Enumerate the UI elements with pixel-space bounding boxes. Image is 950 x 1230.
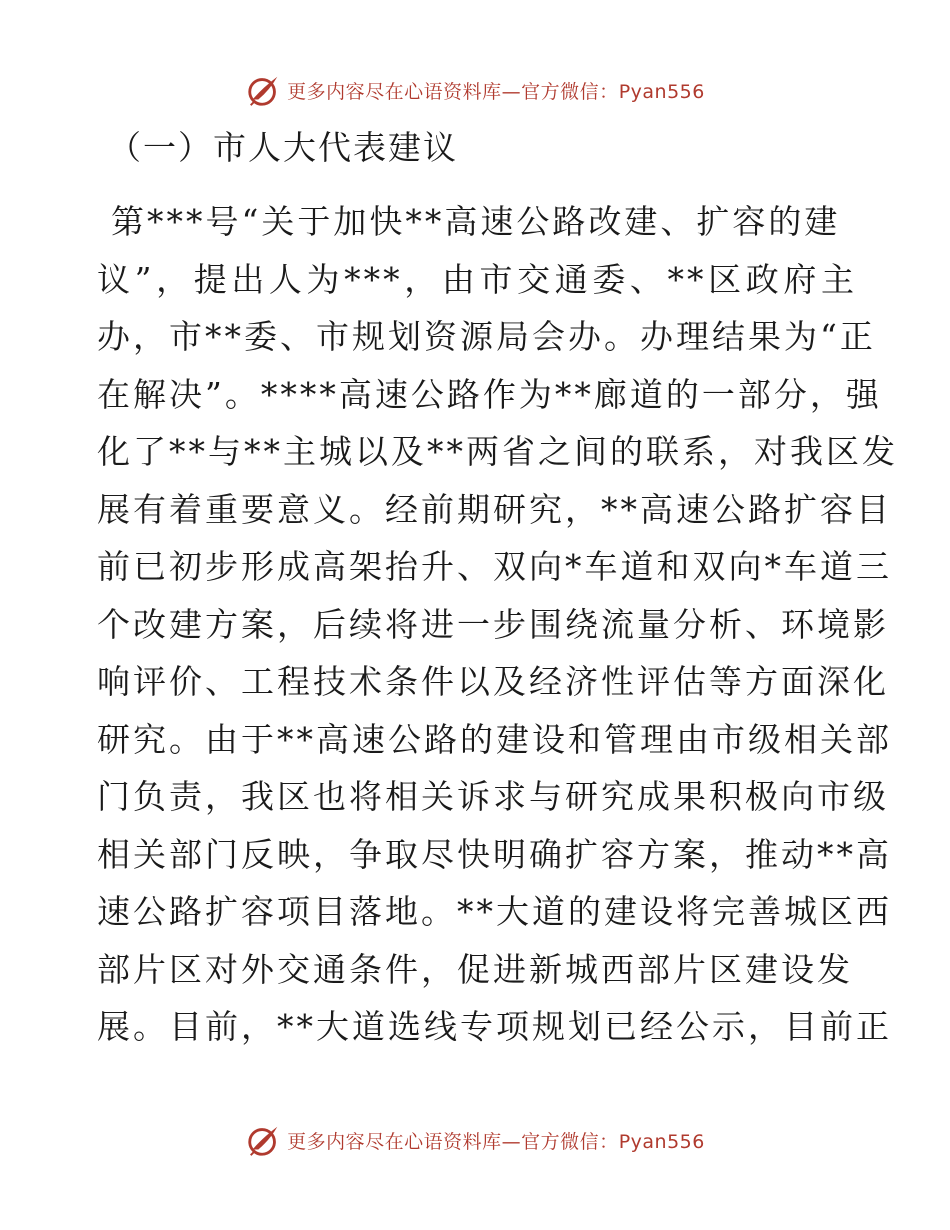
quill-logo-icon	[245, 71, 283, 109]
paragraph-line: 议”，提出人为***，由市交通委、**区政府主	[97, 259, 857, 299]
watermark-text: 更多内容尽在心语资料库—官方微信：Pyan556	[287, 80, 705, 103]
paragraph-line: 展。目前，**大道选线专项规划已经公示，目前正	[97, 1007, 892, 1046]
paragraph-line: 部片区对外交通条件，促进新城西部片区建设发	[97, 949, 853, 989]
body-paragraph	[97, 193, 898, 1056]
paragraph-line: 门负责，我区也将相关诉求与研究成果积极向市级	[97, 777, 889, 816]
paragraph-line: 研究。由于**高速公路的建设和管理由市级相关部	[97, 719, 892, 759]
paragraph-line: 前已初步形成高架抬升、双向*车道和双向*车道三	[97, 547, 892, 586]
paragraph-line: 化了**与**主城以及**两省之间的联系，对我区发	[97, 432, 898, 471]
paragraph-line: 在解决”。****高速公路作为**廊道的一部分，强	[97, 374, 882, 414]
quill-logo-icon	[245, 1121, 283, 1159]
paragraph-line: 相关部门反映，争取尽快明确扩容方案，推动**高	[97, 834, 892, 874]
section-heading: （一）市人大代表建议	[108, 128, 458, 167]
watermark-header	[0, 68, 950, 112]
paragraph-line: 速公路扩容项目落地。**大道的建设将完善城区西	[97, 892, 892, 931]
paragraph-line: 响评价、工程技术条件以及经济性评估等方面深化	[97, 662, 889, 701]
watermark-text: 更多内容尽在心语资料库—官方微信：Pyan556	[287, 1130, 705, 1153]
paragraph-line: 个改建方案，后续将进一步围绕流量分析、环境影	[97, 604, 889, 644]
paragraph-line: 办，市**委、市规划资源局会办。办理结果为“正	[97, 317, 876, 356]
paragraph-line: 展有着重要意义。经前期研究，**高速公路扩容目	[97, 489, 892, 529]
watermark-footer	[0, 1118, 950, 1162]
paragraph-line: 第***号“关于加快**高速公路改建、扩容的建	[111, 202, 841, 241]
